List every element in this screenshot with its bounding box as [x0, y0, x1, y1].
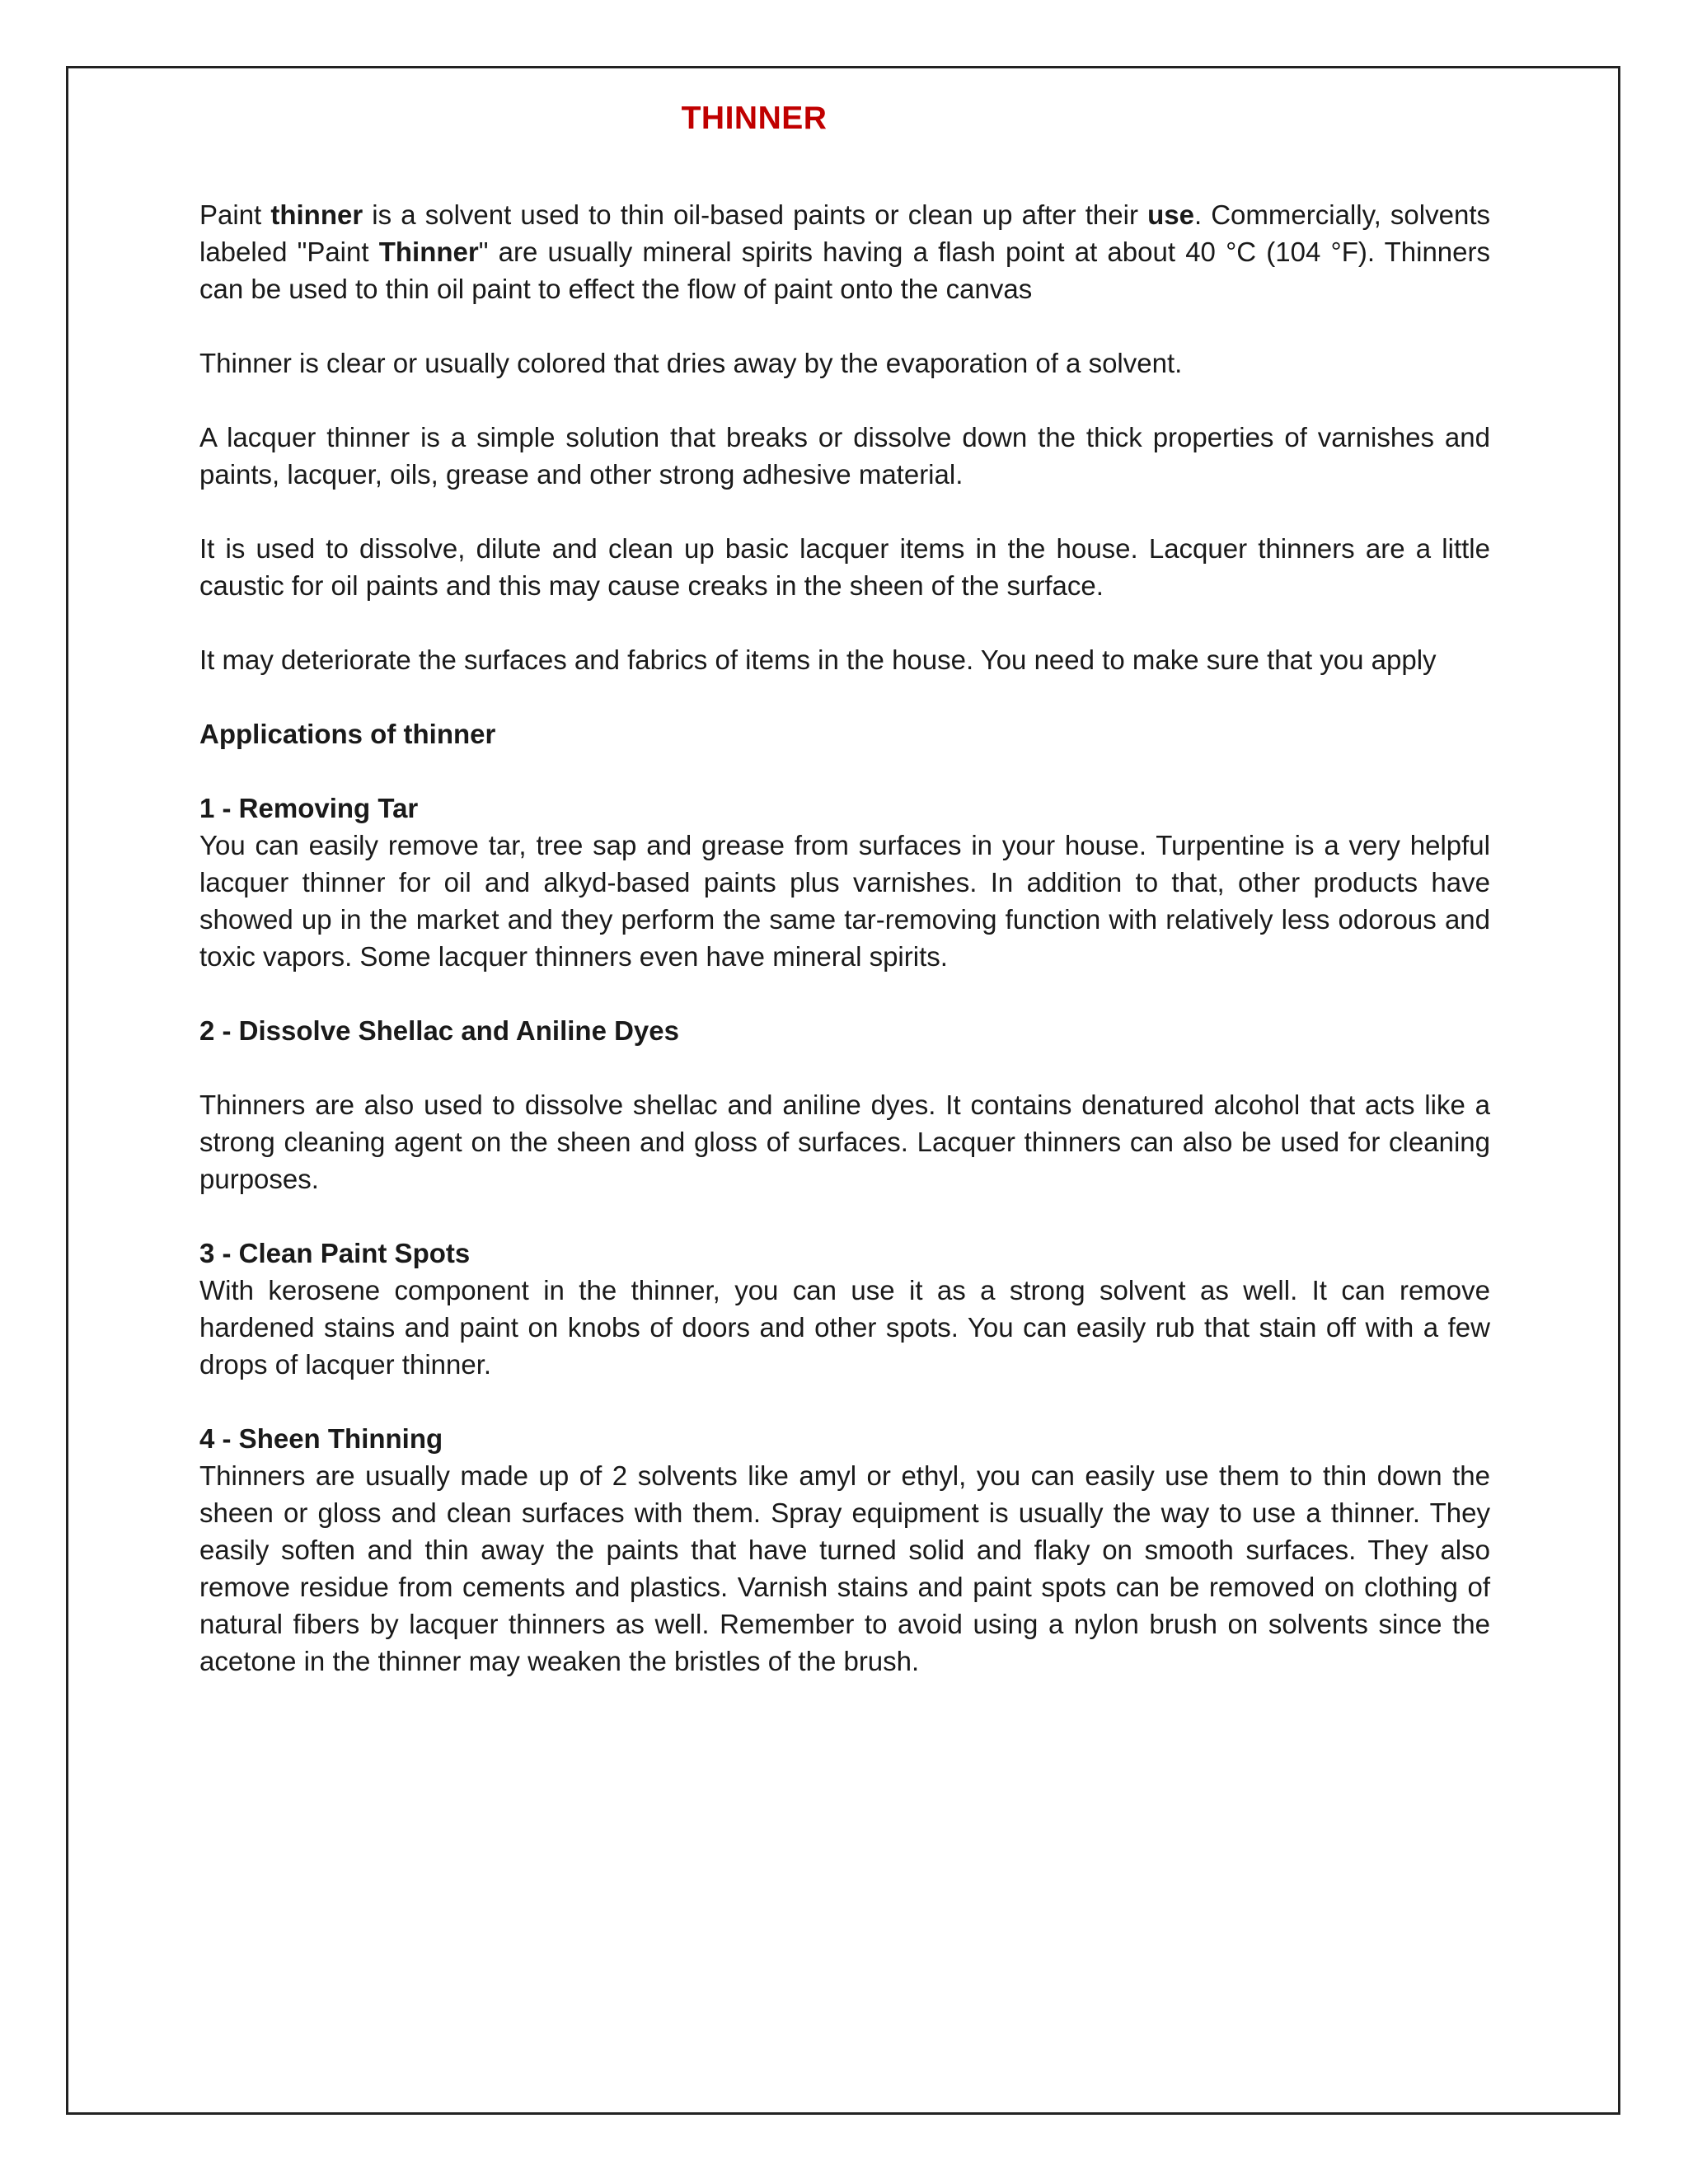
text-run: . Commercially, solvents labeled "Paint — [199, 199, 1490, 267]
section-body-sheen-thinning: Thinners are usually made up of 2 solvents like amyl or ethyl, you can easily use them to thin down the sheen or gloss and clean surfaces with them. Spray equipment is usually the way to use a thinner. They easily soften and thin away the paints that have turned solid and flaky on smooth surfaces. They also remove residue from cements and plastics. Varnish stains and paint spots can be removed on clothing of natural fibers by lacquer thinners as well. Remember to avoid using a nylon brush on solvents since the acetone in the thinner may weaken the bristles of the brush. — [199, 1460, 1490, 1676]
section-heading-sheen-thinning: 4 - Sheen Thinning — [199, 1423, 443, 1454]
section-heading-clean-paint-spots: 3 - Clean Paint Spots — [199, 1238, 471, 1268]
section-body-dissolve-shellac: Thinners are also used to dissolve shellac and aniline dyes. It contains denatured alcohol that acts like a strong cleaning agent on the sheen and gloss of surfaces. Lacquer thinners can also be used for cleaning purposes. — [199, 1090, 1490, 1194]
section-heading-removing-tar: 1 - Removing Tar — [199, 793, 419, 823]
text-run: Paint — [199, 199, 271, 230]
section-heading-dissolve-shellac: 2 - Dissolve Shellac and Aniline Dyes — [199, 1015, 679, 1046]
intro-paragraph-2: Thinner is clear or usually colored that dries away by the evaporation of a solvent. — [199, 348, 1183, 378]
bold-term: thinner — [270, 199, 363, 230]
applications-heading: Applications of thinner — [199, 719, 496, 749]
intro-paragraph-5: It may deteriorate the surfaces and fabrics of items in the house. You need to make sure that you apply — [199, 644, 1437, 675]
intro-paragraph-4: It is used to dissolve, dilute and clean up basic lacquer items in the house. Lacquer thinners are a little caustic for oil paints and this may cause creaks in the sheen of the surface. — [199, 533, 1490, 601]
text-run: " are usually mineral spirits having a flash point at about 40 °C (104 °F). Thinners can be used to thin oil paint to effect the flow of paint onto the canvas — [199, 237, 1490, 304]
intro-paragraph-3: A lacquer thinner is a simple solution that breaks or dissolve down the thick properties of varnishes and paints, lacquer, oils, grease and other strong adhesive material. — [199, 422, 1490, 490]
page-title: THINNER — [681, 101, 828, 136]
section-body-clean-paint-spots: With kerosene component in the thinner, you can use it as a strong solvent as well. It can remove hardened stains and paint on knobs of doors and other spots. You can easily rub that stain off with a few drops of lacquer thinner. — [199, 1275, 1490, 1380]
intro-paragraph-1 — [199, 196, 1490, 307]
document-body — [199, 196, 1490, 1680]
bold-term: Thinner — [378, 237, 479, 267]
bold-term: use — [1147, 199, 1194, 230]
section-body-removing-tar: You can easily remove tar, tree sap and grease from surfaces in your house. Turpentine is a very helpful lacquer thinner for oil and alkyd-based paints plus varnishes. In addition to that, other products have showed up in the market and they perform the same tar-removing function with relatively less odorous and toxic vapors. Some lacquer thinners even have mineral spirits. — [199, 830, 1490, 972]
text-run: is a solvent used to thin oil-based paints or clean up after their — [363, 199, 1148, 230]
